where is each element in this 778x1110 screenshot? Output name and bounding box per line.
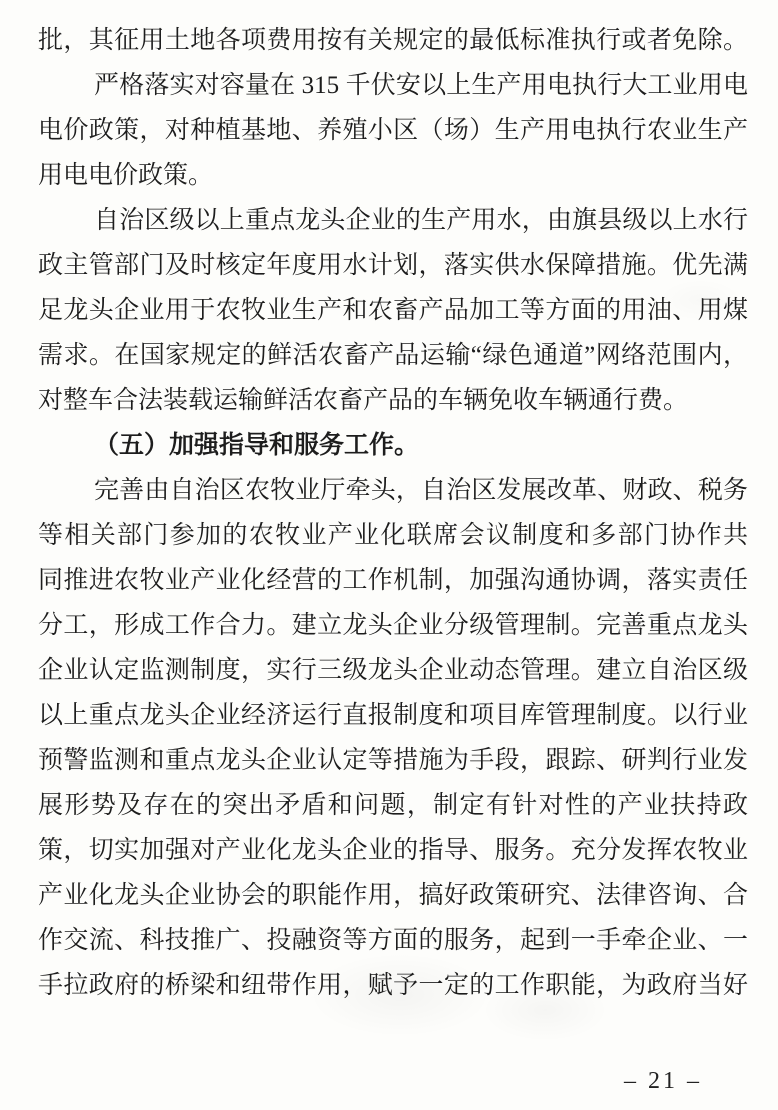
text-line: 足龙头企业用于农牧业生产和农畜产品加工等方面的用油、用煤 bbox=[38, 297, 748, 324]
text-line: 以上重点龙头企业经济运行直报制度和项目库管理制度。以行业 bbox=[38, 702, 748, 729]
text-line: 预警监测和重点龙头企业认定等措施为手段，跟踪、研判行业发 bbox=[38, 747, 748, 774]
text-line: 产业化龙头企业协会的职能作用，搞好政策研究、法律咨询、合 bbox=[38, 882, 748, 909]
text-line: 完善由自治区农牧业厅牵头，自治区发展改革、财政、税务 bbox=[94, 477, 748, 504]
text-line: 政主管部门及时核定年度用水计划，落实供水保障措施。优先满 bbox=[38, 252, 748, 279]
text-line: 严格落实对容量在 315 千伏安以上生产用电执行大工业用电 bbox=[94, 72, 748, 99]
text-line: 展形势及存在的突出矛盾和问题，制定有针对性的产业扶持政 bbox=[38, 792, 748, 819]
text-line: 企业认定监测制度，实行三级龙头企业动态管理。建立自治区级 bbox=[38, 657, 748, 684]
text-line: 电价政策，对种植基地、养殖小区（场）生产用电执行农业生产 bbox=[38, 117, 748, 144]
text-line: 需求。在国家规定的鲜活农畜产品运输“绿色通道”网络范围内， bbox=[38, 342, 748, 369]
text-line: 等相关部门参加的农牧业产业化联席会议制度和多部门协作共 bbox=[38, 522, 748, 549]
document-body bbox=[38, 18, 748, 1008]
text-line: 同推进农牧业产业化经营的工作机制，加强沟通协调，落实责任 bbox=[38, 567, 748, 594]
text-line: 手拉政府的桥梁和纽带作用，赋予一定的工作职能，为政府当好 bbox=[38, 972, 748, 999]
page-number: – 21 – bbox=[624, 1068, 702, 1094]
text-line: 自治区级以上重点龙头企业的生产用水，由旗县级以上水行 bbox=[94, 207, 748, 234]
text-line: 策，切实加强对产业化龙头企业的指导、服务。充分发挥农牧业 bbox=[38, 837, 748, 864]
text-line: 批，其征用土地各项费用按有关规定的最低标准执行或者免除。 bbox=[38, 27, 748, 54]
section-heading: （五）加强指导和服务工作。 bbox=[94, 432, 420, 459]
text-line: 作交流、科技推广、投融资等方面的服务，起到一手牵企业、一 bbox=[38, 927, 748, 954]
text-line: 分工，形成工作合力。建立龙头企业分级管理制。完善重点龙头 bbox=[38, 612, 748, 639]
text-line: 用电电价政策。 bbox=[38, 162, 214, 189]
text-line: 对整车合法装载运输鲜活农畜产品的车辆免收车辆通行费。 bbox=[38, 387, 689, 414]
